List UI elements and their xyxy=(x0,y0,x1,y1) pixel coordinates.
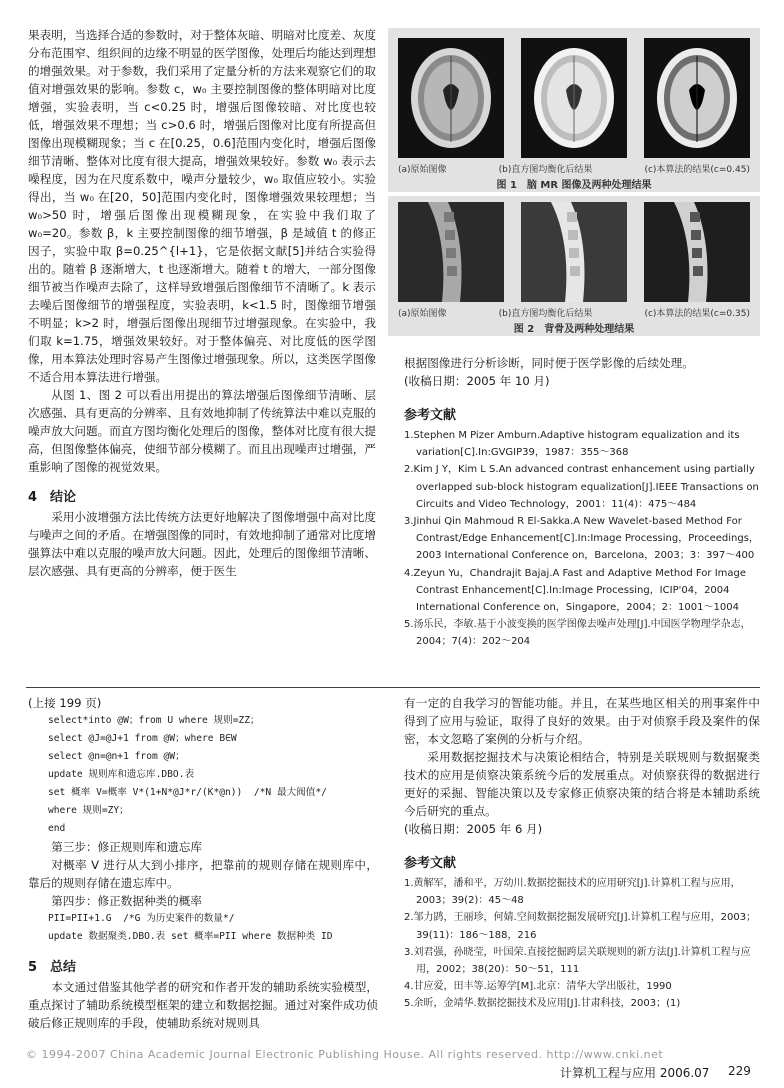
reference-item: 5.余昕，金靖华.数据挖掘技术及应用[J].甘肃科技，2003；(1) xyxy=(404,998,681,1010)
code-line: select @n=@n+1 from @W； xyxy=(48,751,185,762)
received-date: (收稿日期：2005 年 10 月) xyxy=(404,374,550,388)
code-line: where 规则=ZY； xyxy=(48,805,129,816)
section-5-title: 5 总结 xyxy=(28,960,77,975)
reference-item: 1.Stephen M Pizer Amburn.Adaptive histogram equalization and its variation[C].In:GVGIP39，1987：355～368 xyxy=(404,430,740,459)
figure-1-caption-a: (a)原始图像 xyxy=(398,165,447,175)
step-heading: 第三步：修正规则库和遗忘库 xyxy=(51,840,202,854)
step-heading: 第四步：修正数据种类的概率 xyxy=(51,894,202,908)
code-line: set 概率 V=概率 V*(1+N*@J*r/(K*@n)) /*N 最大阀值*/ xyxy=(48,787,327,798)
figure-2 xyxy=(388,196,760,336)
code-line: update 数据聚类.DBO.表 set 概率=PII where 数据种类 ID xyxy=(48,931,333,942)
body-paragraph: 根据图像进行分析诊断，同时便于医学影像的后续处理。 xyxy=(404,356,694,370)
code-line: update 规则库和遗忘库.DBO.表 xyxy=(48,769,195,780)
spine-histeq-image xyxy=(521,202,627,302)
figure-1-caption-b: (b)直方图均衡化后结果 xyxy=(498,165,593,175)
figure-2-caption-b: (b)直方图均衡化后结果 xyxy=(498,309,593,319)
figure-1-caption-c: (c)本算法的结果(c=0.45) xyxy=(644,165,750,175)
figure-2-caption-a: (a)原始图像 xyxy=(398,309,447,319)
body-paragraph: 从图 1、图 2 可以看出用提出的算法增强后图像细节清晰、层次感强、具有更高的分辨率、且有效地抑制了传统算法中难以克服的噪声放大问题。而直方图均衡化处理后的图像，整体对比度有很大提高，但图像整体偏亮，使细节部分模糊了。而且出现噪声过增强，严重影响了图像的视觉效果。 xyxy=(28,388,376,474)
article-divider xyxy=(26,687,760,688)
reference-item: 1.黄解军，潘和平，万幼川.数据挖掘技术的应用研究[J].计算机工程与应用，2003；39(2)：45～48 xyxy=(404,878,741,907)
body-paragraph: 有一定的自我学习的智能功能。并且，在某些地区相关的刑事案件中得到了应用与验证，取得了良好的效果。由于对侦察手段及案件的保密，本文忽略了案例的分析与介绍。 xyxy=(404,696,760,746)
code-line: end xyxy=(48,823,66,834)
upper-left-column xyxy=(28,26,376,580)
reference-item: 2.Kim J Y，Kim L S.An advanced contrast enhancement using partially overlapped sub-block histogram equalization[J].IEEE Transactions on Circuits and Video Technology，2001：11(4)：475～484 xyxy=(404,464,759,510)
spine-original-image xyxy=(398,202,504,302)
code-line: PII=PII+1.G /*G 为历史案件的数量*/ xyxy=(48,913,235,924)
journal-name: 计算机工程与应用 2006.07 xyxy=(560,1066,710,1080)
references-title: 参考文献 xyxy=(404,408,457,423)
code-line: select*into @W；from U where 规则=ZZ； xyxy=(48,715,260,726)
body-paragraph: 对概率 V 进行从大到小排序，把靠前的规则存储在规则库中，靠后的规则存储在遗忘库中。 xyxy=(28,858,378,890)
reference-item: 3.刘君强，孙晓莹，叶国荣.直接挖掘跨层关联规则的新方法[J].计算机工程与应用，2002；38(20)：50～51，111 xyxy=(404,946,751,976)
figure-2-title: 图 2 背骨及两种处理结果 xyxy=(513,324,635,335)
received-date: (收稿日期：2005 年 6 月) xyxy=(404,822,543,836)
figure-2-caption-c: (c)本算法的结果(c=0.35) xyxy=(644,309,750,319)
upper-right-column xyxy=(404,354,760,651)
copyright-watermark: © 1994-2007 China Academic Journal Electronic Publishing House. All rights reserved. http://www.cnki.net xyxy=(26,1048,664,1061)
reference-item: 5.汤乐民，李敏.基于小波变换的医学图像去噪声处理[J].中国医学物理学杂志，2004；7(4)：202～204 xyxy=(404,619,751,648)
figure-1 xyxy=(388,28,760,192)
brain-mr-histeq-image xyxy=(521,38,627,158)
page-number: 229 xyxy=(728,1064,751,1078)
code-line: select @J=@J+1 from @W；where B∈W xyxy=(48,733,237,744)
body-paragraph: 果表明，当选择合适的参数时，对于整体灰暗、明暗对比度差、灰度分布范围窄、组织间的边缘不明显的医学图像，处理后均能达到理想的增强效果。对于参数，我们采用了定量分析的方法来观察它们的取值对增强效果的影响。参数 c，w₀ 主要控制图像的整体明暗对比度增强，实验表明，当 c<0.25 时，增强后图像较暗、对比度也较低，增强效果不理想；当 c>0.6 时，增强后图像对比度有所提高但图像出现模糊现象；当 c 在[0.25，0.6]范围内变化时，增强后图像细节清晰、整体对比度有很大提高，增强效果较好。参数 w₀ 表示去噪程度，因为在尺度系数中，噪声分量较少，w₀ 取值应较小。实验得出，当 w₀ 在[20，50]范围内变化时，图像增强效果较理想；当 w₀>50 时，增强后图像出现模糊现象，在实验中我们取了 w₀=20。参数 β，k 主要控制图像的细节增强，β 是域值 t 的修正因子，实验中取 β=0.25^{l+1}，它是依据文献[5]并结合实验得出的。随着 β 逐渐增大，t 也逐渐增大。随着 t 的增大，一部分图像细节被当作噪声去除了，这样导致增强后图像细节不清晰了。k 表示去噪后图像细节的增强程度，实验表明，k<1.5 时，图像细节增强不明显；k>2 时，增强后图像出现细节过增强现象。在实验中，我们取 k=1.75，增强效果较好。对于整体偏亮、对比度低的医学图像，用本算法处理时容易产生图像过增强现象。所以，这类医学图像不适合用本算法进行增强。 xyxy=(28,28,376,384)
spine-enhanced-image xyxy=(644,202,750,302)
section-4-title: 4 结论 xyxy=(28,490,77,505)
reference-item: 4.甘应爱，田丰等.运筹学[M].北京：清华大学出版社，1990 xyxy=(404,981,672,993)
reference-item: 4.Zeyun Yu，Chandrajit Bajaj.A Fast and Adaptive Method For Image Contrast Enhancement[C].In:Image Processing，ICIP'04，2004 International Conference on，Singapore，2004；2：1001～1004 xyxy=(404,567,747,614)
body-paragraph: 采用小波增强方法比传统方法更好地解决了图像增强中高对比度与噪声之间的矛盾。在增强图像的同时，有效地抑制了通常对比度增强算法中难以克服的噪声放大问题。因此，处理后的图像细节清晰、层次感强、具有更高的分辨率，便于医生 xyxy=(28,510,376,578)
brain-mr-original-image xyxy=(398,38,504,158)
references-title: 参考文献 xyxy=(404,856,457,871)
reference-item: 3.Jinhui Qin Mahmoud R El-Sakka.A New Wavelet-based Method For Contrast/Edge Enhancement[C].In:Image Processing，Proceedings，2003 International Conference on，Barcelona，2003；3：397～400 xyxy=(404,516,759,562)
body-paragraph: 本文通过借鉴其他学者的研究和作者开发的辅助系统实验模型，重点探讨了辅助系统模型框架的建立和数据挖掘。通过对案件成功侦破后修正规则库的手段，使辅助系统对规则具 xyxy=(28,980,378,1030)
figure-1-title: 图 1 脑 MR 图像及两种处理结果 xyxy=(496,180,652,191)
continuation-label: (上接 199 页) xyxy=(28,696,102,710)
reference-item: 2.邹力鹍，王丽珍，何婧.空间数据挖掘发展研究[J].计算机工程与应用，2003；39(11)：186～188，216 xyxy=(404,912,757,941)
lower-left-column xyxy=(28,694,378,1032)
body-paragraph: 采用数据挖掘技术与决策论相结合，特别是关联规则与数据聚类技术的应用是侦察决策系统今后的发展重点。对侦察获得的数据进行更好的采掘、智能决策以及专家修正侦察决策的结合将是本辅助系统今后研究的重点。 xyxy=(404,750,760,818)
lower-right-column xyxy=(404,694,760,1013)
brain-mr-enhanced-image xyxy=(644,38,750,158)
